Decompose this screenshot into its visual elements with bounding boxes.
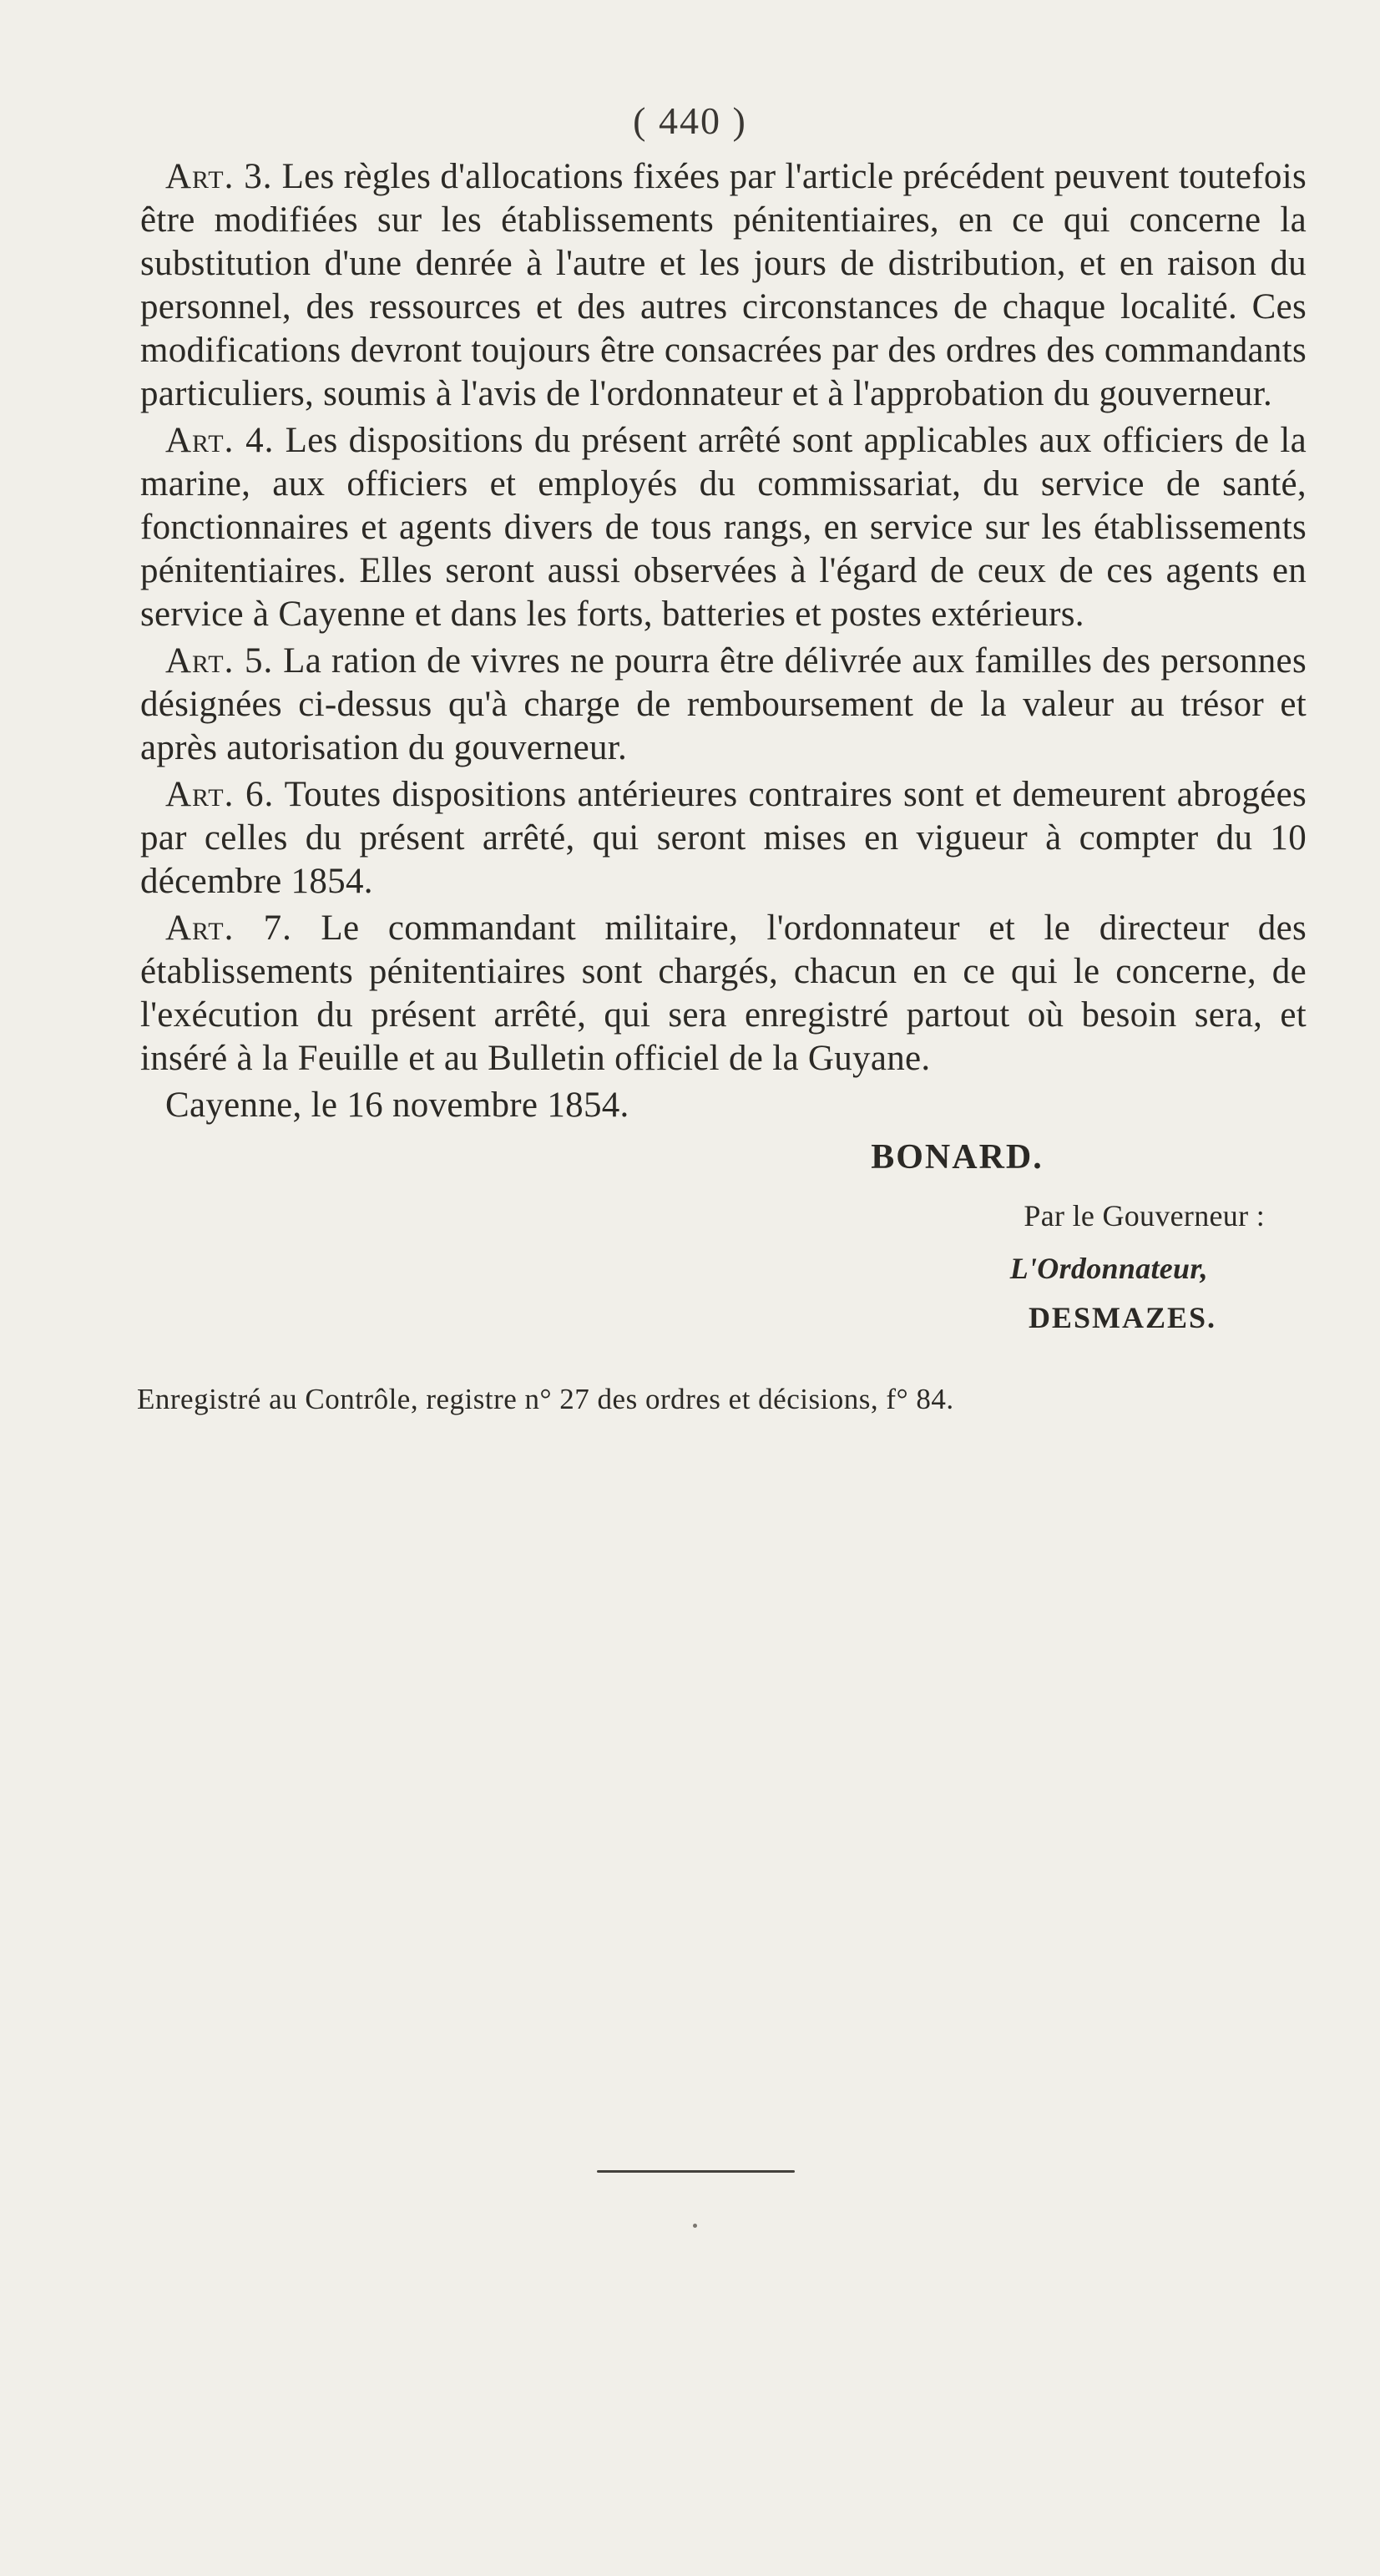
article-7 bbox=[140, 907, 1307, 1081]
article-label: Art. 3. bbox=[165, 157, 273, 196]
registration-note: Enregistré au Contrôle, registre n° 27 des ordres et décisions, f° 84. bbox=[137, 1383, 954, 1415]
paper-speck bbox=[693, 2224, 697, 2228]
closing-rule bbox=[597, 2170, 795, 2173]
article-label: Art. 6. bbox=[165, 775, 275, 814]
document-body bbox=[137, 155, 1307, 1420]
countersignatory-name: DESMAZES. bbox=[1028, 1301, 1216, 1334]
article-3 bbox=[140, 155, 1307, 416]
place-and-date: Cayenne, le 16 novembre 1854. bbox=[165, 1086, 629, 1125]
article-text: Les règles d'allocations fixées par l'article précédent peuvent toutefois être modifiées sur les établissements pénitentiaires, en ce qui concerne la substitution d'une denrée à l'autre et les jours de distribution, et en raison du personnel, des ressources et des autres circonstances de chaque localité. Ces modifications devront toujours être consacrées par des ordres des commandants particuliers, soumis à l'avis de l'ordonnateur et à l'approbation du gouverneur. bbox=[140, 157, 1307, 413]
article-text: Le commandant militaire, l'ordonnateur et le directeur des établissements pénitentiaires sont chargés, chacun en ce qui le concerne, de l'exécution du présent arrêté, qui sera enregistré partout où besoin sera, et inséré à la Feuille et au Bulletin officiel de la Guyane. bbox=[140, 908, 1307, 1078]
article-label: Art. 4. bbox=[165, 421, 275, 460]
article-text: La ration de vivres ne pourra être délivrée aux familles des personnes désignées ci-dessus qu'à charge de remboursement de la valeur au trésor et après autorisation du gouverneur. bbox=[140, 641, 1307, 767]
article-label: Art. 7. bbox=[165, 908, 292, 948]
article-5 bbox=[140, 640, 1307, 770]
article-label: Art. 5. bbox=[165, 641, 274, 681]
article-text: Toutes dispositions antérieures contraires sont et demeurent abrogées par celles du présent arrêté, qui seront mises en vigueur à compter du 10 décembre 1854. bbox=[140, 775, 1307, 901]
article-6 bbox=[140, 773, 1307, 903]
article-text: Les dispositions du présent arrêté sont applicables aux officiers de la marine, aux officiers et employés du commissariat, du service de santé, fonctionnaires et agents divers de tous rangs, en service sur les établissements pénitentiaires. Elles seront aussi observées à l'égard de ceux de ces agents en service à Cayenne et dans les forts, batteries et postes extérieurs. bbox=[140, 421, 1307, 634]
by-order-line: Par le Gouverneur : bbox=[1024, 1199, 1265, 1232]
article-4 bbox=[140, 419, 1307, 636]
official-title: L'Ordonnateur, bbox=[1009, 1252, 1208, 1285]
signatory-name: BONARD. bbox=[871, 1138, 1044, 1177]
page-number: ( 440 ) bbox=[633, 99, 747, 142]
